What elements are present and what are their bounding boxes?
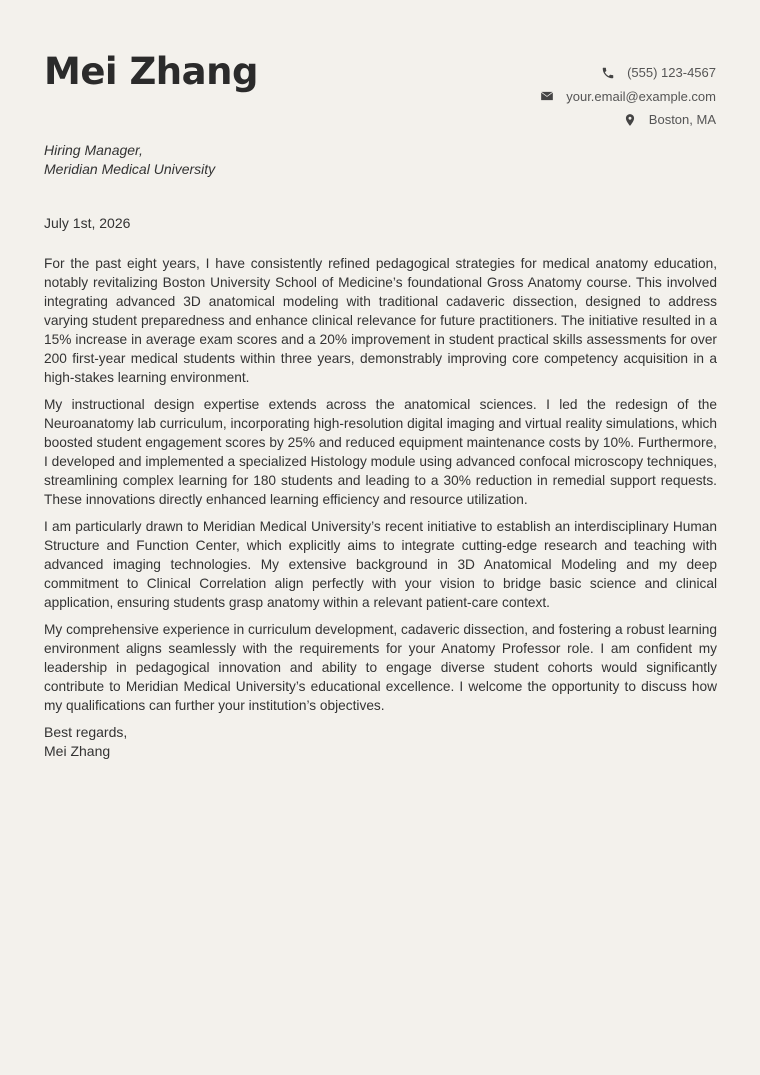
contact-block bbox=[540, 61, 716, 132]
recipient-organization: Meridian Medical University bbox=[44, 161, 216, 177]
envelope-icon bbox=[540, 89, 554, 103]
signature-name: Mei Zhang bbox=[44, 743, 111, 759]
letter-date: July 1st, 2026 bbox=[44, 215, 131, 231]
applicant-name: Mei Zhang bbox=[44, 50, 258, 93]
recipient-block bbox=[44, 141, 215, 179]
contact-email-row bbox=[540, 85, 716, 109]
body-paragraph-1: For the past eight years, I have consistently refined pedagogical strategies for medical anatomy education, notably revitalizing Boston University School of Medicine’s foundational Gross Anatomy course. This involved integrating advanced 3D anatomical modeling with traditional cadaveric dissection, designed to address varying student preparedness and enhance clinical relevance for future practitioners. The initiative resulted in a 15% increase in average exam scores and a 20% improvement in student practical skills assessments for over 200 first-year medical students within three years, demonstrably improving core competency acquisition in a high-stakes learning environment. bbox=[44, 256, 717, 385]
closing-salutation: Best regards, bbox=[44, 724, 128, 740]
contact-location-row bbox=[540, 108, 716, 132]
letter-body bbox=[44, 254, 717, 761]
body-paragraph-3: I am particularly drawn to Meridian Medical University’s recent initiative to establish an interdisciplinary Human Structure and Function Center, which explicitly aims to integrate cutting-edge research and teaching with advanced imaging technologies. My extensive background in 3D Anatomical Modeling and my deep commitment to Clinical Correlation align perfectly with your vision to bridge basic science and clinical application, ensuring students grasp anatomy within a relevant patient-care context. bbox=[44, 519, 717, 610]
closing-block bbox=[44, 723, 717, 761]
body-paragraph-2: My instructional design expertise extends across the anatomical sciences. I led the redesign of the Neuroanatomy lab curriculum, incorporating high-resolution digital imaging and virtual reality simulations, which boosted student engagement scores by 25% and reduced equipment maintenance costs by 10%. Furthermore, I developed and implemented a specialized Histology module using advanced confocal microscopy techniques, streamlining complex learning for 180 students and leading to a 30% reduction in remedial support requests. These innovations directly enhanced learning efficiency and resource utilization. bbox=[44, 397, 717, 507]
body-paragraph-4: My comprehensive experience in curriculum development, cadaveric dissection, and fostering a robust learning environment aligns seamlessly with the requirements for your Anatomy Professor role. I am confident my leadership in pedagogical innovation and ability to engage diverse student cohorts would significantly contribute to Meridian Medical University’s educational excellence. I welcome the opportunity to discuss how my qualifications can further your institution’s objectives. bbox=[44, 622, 717, 713]
contact-phone: (555) 123-4567 bbox=[627, 65, 716, 81]
contact-phone-row bbox=[540, 61, 716, 85]
phone-icon bbox=[601, 66, 615, 80]
contact-email: your.email@example.com bbox=[566, 88, 716, 104]
recipient-title: Hiring Manager, bbox=[44, 142, 143, 158]
contact-location: Boston, MA bbox=[648, 112, 716, 128]
map-pin-icon bbox=[623, 113, 637, 127]
